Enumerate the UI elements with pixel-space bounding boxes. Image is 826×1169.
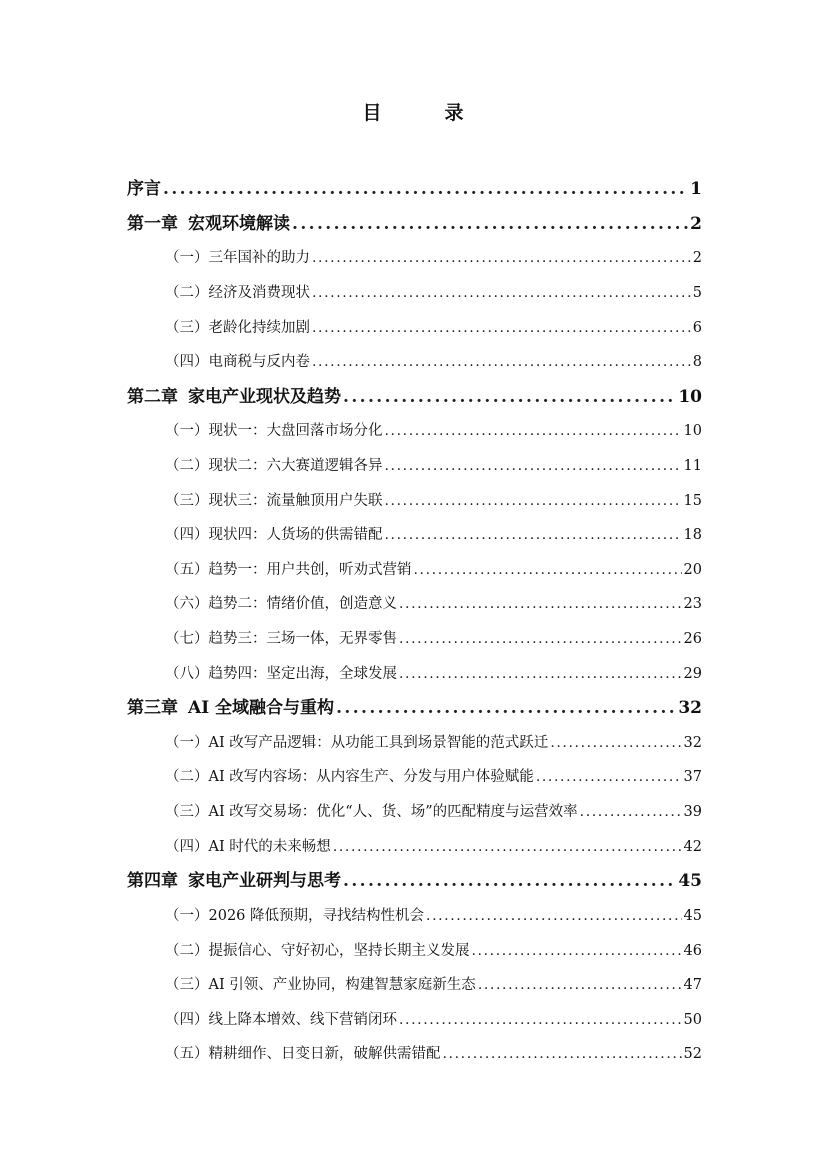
dot-leader bbox=[399, 657, 682, 692]
section-number: （五） bbox=[165, 561, 209, 578]
toc-entry-chapter-1[interactable] bbox=[127, 207, 702, 242]
toc-page-number: 26 bbox=[683, 631, 702, 647]
section-title: 精耕细作、日变日新，破解供需错配 bbox=[208, 1046, 441, 1063]
table-of-contents bbox=[127, 172, 702, 1072]
section-number: （一） bbox=[165, 734, 209, 751]
toc-page-number: 42 bbox=[683, 838, 702, 855]
toc-entry-section[interactable] bbox=[127, 934, 702, 969]
section-title: 线上降本增效、线下营销闭环 bbox=[208, 1011, 397, 1028]
toc-page-number: 50 bbox=[683, 1011, 702, 1028]
section-number: （三） bbox=[165, 319, 209, 336]
dot-leader bbox=[385, 449, 682, 484]
section-number: （一） bbox=[165, 250, 209, 267]
toc-entry-section[interactable] bbox=[127, 1003, 702, 1038]
section-title: 2026 降低预期，寻找结构性机会 bbox=[208, 907, 425, 924]
toc-entry-label bbox=[165, 899, 424, 934]
section-number: （三） bbox=[165, 804, 209, 821]
toc-entry-section[interactable] bbox=[127, 726, 702, 761]
dot-leader bbox=[443, 1037, 682, 1072]
section-title: 三年国补的助力 bbox=[208, 250, 310, 267]
toc-entry-section[interactable] bbox=[127, 1037, 702, 1072]
toc-page-number: 18 bbox=[683, 527, 702, 544]
toc-entry-label bbox=[165, 830, 331, 865]
dot-leader bbox=[312, 241, 691, 276]
dot-leader bbox=[399, 622, 682, 657]
section-number: （二） bbox=[165, 284, 209, 301]
toc-entry-label bbox=[165, 449, 383, 484]
section-title: AI 引领、产业协同，构建智慧家庭新生态 bbox=[208, 977, 476, 994]
toc-page-number: 45 bbox=[683, 907, 702, 924]
dot-leader bbox=[312, 345, 691, 380]
toc-entry-chapter-4[interactable] bbox=[127, 864, 702, 899]
toc-entry-label bbox=[165, 414, 383, 449]
section-number: （二） bbox=[165, 942, 209, 959]
toc-page-number: 2 bbox=[692, 250, 702, 267]
toc-entry-label bbox=[165, 934, 470, 969]
toc-page-number: 15 bbox=[683, 492, 702, 509]
toc-page-number: 39 bbox=[683, 804, 702, 821]
toc-page-number: 47 bbox=[683, 977, 702, 994]
section-title: 现状三：流量触顶用户失联 bbox=[208, 492, 383, 509]
toc-page-number: 1 bbox=[690, 179, 702, 199]
chapter-number: 第一章 bbox=[127, 213, 178, 234]
dot-leader bbox=[312, 311, 691, 346]
chapter-title: AI 全域融合与重构 bbox=[188, 698, 335, 719]
toc-page-number: 52 bbox=[683, 1046, 702, 1063]
toc-page-number: 5 bbox=[692, 284, 702, 301]
section-title: 电商税与反内卷 bbox=[208, 354, 310, 371]
section-title: 现状二：六大赛道逻辑各异 bbox=[208, 458, 383, 475]
toc-entry-label bbox=[165, 484, 383, 519]
dot-leader bbox=[478, 968, 682, 1003]
section-number: （四） bbox=[165, 1011, 209, 1028]
toc-entry-section[interactable] bbox=[127, 657, 702, 692]
toc-entry-section[interactable] bbox=[127, 830, 702, 865]
toc-entry-label bbox=[165, 760, 534, 795]
toc-page-number: 23 bbox=[683, 596, 702, 613]
toc-page-number: 37 bbox=[683, 769, 702, 786]
toc-page-number: 32 bbox=[683, 734, 702, 751]
toc-entry-chapter-2[interactable] bbox=[127, 380, 702, 415]
toc-entry-section[interactable] bbox=[127, 968, 702, 1003]
toc-entry-section[interactable] bbox=[127, 899, 702, 934]
chapter-title: 家电产业研判与思考 bbox=[188, 871, 341, 892]
section-number: （二） bbox=[165, 458, 209, 475]
toc-page-number: 29 bbox=[683, 665, 702, 682]
toc-entry-section[interactable] bbox=[127, 484, 702, 519]
section-title: 老龄化持续加剧 bbox=[208, 319, 310, 336]
section-number: （四） bbox=[165, 838, 209, 855]
toc-entry-label bbox=[165, 311, 310, 346]
section-title: AI 改写产品逻辑：从功能工具到场景智能的范式跃迁 bbox=[208, 734, 549, 751]
section-number: （五） bbox=[165, 1046, 209, 1063]
dot-leader bbox=[333, 830, 682, 865]
section-number: （七） bbox=[165, 631, 209, 647]
dot-leader bbox=[536, 760, 682, 795]
dot-leader bbox=[163, 172, 688, 207]
toc-entry-section[interactable] bbox=[127, 449, 702, 484]
toc-page-number: 6 bbox=[692, 319, 702, 336]
section-title: 趋势三：三场一体，无界零售 bbox=[208, 631, 397, 647]
toc-page-number: 11 bbox=[683, 458, 702, 475]
toc-title: 目 录 bbox=[362, 102, 486, 124]
toc-entry-label bbox=[127, 691, 334, 726]
dot-leader bbox=[343, 380, 676, 415]
toc-entry-label bbox=[127, 864, 341, 899]
toc-entry-label bbox=[165, 795, 578, 830]
section-title: 趋势二：情绪价值，创造意义 bbox=[208, 596, 397, 613]
dot-leader bbox=[399, 1003, 682, 1038]
section-title: AI 改写交易场：优化“人、货、场”的匹配精度与运营效率 bbox=[208, 804, 578, 821]
toc-entry-section[interactable] bbox=[127, 795, 702, 830]
section-number: （八） bbox=[165, 665, 209, 682]
toc-entry-chapter-3[interactable] bbox=[127, 691, 702, 726]
toc-entry-label bbox=[127, 380, 341, 415]
toc-entry-section[interactable] bbox=[127, 311, 702, 346]
toc-entry-label bbox=[165, 241, 310, 276]
chapter-number: 第二章 bbox=[127, 386, 178, 407]
dot-leader bbox=[385, 518, 682, 553]
section-title: 趋势一：用户共创，听劝式营销 bbox=[208, 561, 412, 578]
toc-page-number: 2 bbox=[690, 213, 702, 234]
dot-leader bbox=[550, 726, 681, 761]
section-title: AI 改写内容场：从内容生产、分发与用户体验赋能 bbox=[208, 769, 534, 786]
section-title: 现状一：大盘回落市场分化 bbox=[208, 423, 383, 440]
toc-entry-label bbox=[127, 207, 290, 242]
toc-entry-label bbox=[165, 587, 397, 622]
dot-leader bbox=[580, 795, 682, 830]
dot-leader bbox=[292, 207, 688, 242]
toc-entry-label bbox=[165, 345, 310, 380]
toc-entry-label bbox=[165, 1037, 441, 1072]
dot-leader bbox=[426, 899, 682, 934]
toc-entry-section[interactable] bbox=[127, 587, 702, 622]
section-number: （四） bbox=[165, 354, 209, 371]
toc-entry-label bbox=[165, 968, 476, 1003]
toc-page-number: 10 bbox=[683, 423, 702, 440]
section-title: AI 时代的未来畅想 bbox=[208, 838, 331, 855]
toc-entry-section[interactable] bbox=[127, 622, 702, 657]
toc-page-number: 10 bbox=[678, 386, 702, 407]
section-number: （三） bbox=[165, 977, 209, 994]
dot-leader bbox=[336, 691, 676, 726]
section-number: （一） bbox=[165, 907, 209, 924]
chapter-title: 家电产业现状及趋势 bbox=[188, 386, 341, 407]
dot-leader bbox=[414, 553, 682, 588]
section-title: 提振信心、守好初心，坚持长期主义发展 bbox=[208, 942, 470, 959]
toc-page-number: 45 bbox=[678, 871, 702, 892]
toc-entry-section[interactable] bbox=[127, 241, 702, 276]
section-number: （二） bbox=[165, 769, 209, 786]
dot-leader bbox=[385, 484, 682, 519]
toc-page-number: 32 bbox=[678, 698, 702, 719]
toc-entry-label bbox=[165, 553, 412, 588]
toc-entry-label: 序言 bbox=[127, 179, 161, 199]
section-title: 趋势四：坚定出海，全球发展 bbox=[208, 665, 397, 682]
toc-entry-label bbox=[165, 518, 383, 553]
toc-entry-label bbox=[165, 276, 310, 311]
toc-entry-preface[interactable] bbox=[127, 172, 702, 207]
dot-leader bbox=[472, 934, 682, 969]
section-number: （四） bbox=[165, 527, 209, 544]
section-title: 经济及消费现状 bbox=[208, 284, 310, 301]
chapter-number: 第四章 bbox=[127, 871, 178, 892]
toc-entry-section[interactable] bbox=[127, 345, 702, 380]
section-number: （六） bbox=[165, 596, 209, 613]
toc-entry-label bbox=[165, 726, 548, 761]
toc-page-number: 46 bbox=[683, 942, 702, 959]
section-number: （三） bbox=[165, 492, 209, 509]
dot-leader bbox=[312, 276, 691, 311]
toc-entry-section[interactable] bbox=[127, 760, 702, 795]
toc-entry-section[interactable] bbox=[127, 276, 702, 311]
dot-leader bbox=[385, 414, 682, 449]
dot-leader bbox=[399, 587, 682, 622]
toc-entry-section[interactable] bbox=[127, 553, 702, 588]
chapter-title: 宏观环境解读 bbox=[188, 213, 290, 234]
toc-page-number: 8 bbox=[692, 354, 702, 371]
toc-entry-label bbox=[165, 622, 397, 657]
section-title: 现状四：人货场的供需错配 bbox=[208, 527, 383, 544]
toc-page-number: 20 bbox=[683, 561, 702, 578]
chapter-number: 第三章 bbox=[127, 698, 178, 719]
section-number: （一） bbox=[165, 423, 209, 440]
dot-leader bbox=[343, 864, 676, 899]
toc-entry-section[interactable] bbox=[127, 414, 702, 449]
toc-entry-label bbox=[165, 657, 397, 692]
toc-entry-section[interactable] bbox=[127, 518, 702, 553]
toc-entry-label bbox=[165, 1003, 397, 1038]
